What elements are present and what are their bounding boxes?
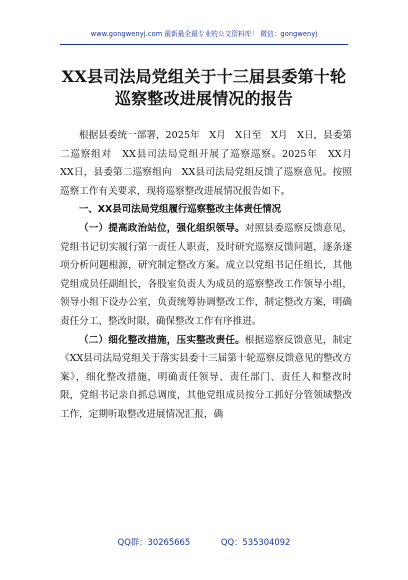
header-divider [60,44,348,45]
page-header: www.gongwenyj.com 最新最全最专业的公文资料库！ 微信：gongwenyj [90,30,318,38]
item-2-paragraph [60,332,352,425]
title-line-2: 巡察整改进展情况的报告 [114,89,294,108]
item-2-heading: （二）细化整改措施，压实整改责任。 [79,334,245,346]
item-1-text: 对照县委巡察反馈意见，党组书记切实履行第一责任人职责，及时研究巡察反馈问题，逐条逐项分析问题根源，研究制定整改方案。成立以党组书记任组长，其他党组成员任副组长，各股室负责人为成员的巡察整改工作领导小组，领导小组下设办公室，负责统筹协调整改工作，制定整改方案，明确责任分工、整改时限，确保整改工作有序推进。 [60,222,353,327]
item-2-text: 根据巡察反馈意见，制定《XX县司法局党组关于落实县委十三届第十轮巡察反馈意见的整改方案》，细化整改措施，明确责任领导、责任部门、责任人和整改时限，党组书记亲自抓总调度，其他党组成员按分工抓好分管领域整改工作，定期听取整改进展情况汇报，确 [60,334,353,420]
page-footer [60,536,348,548]
title-line-1: XX县司法局党组关于十三届县委第十轮 [61,67,347,86]
intro-paragraph: 根据县委统一部署，2025年 X月 X日至 X月 X日，县委第二巡察组对 XX县司法局党组开展了巡察巡察。2025年 XX月 XX日，县委第二巡察组向 XX县司法局党组反馈了巡察意见。按照巡察工作有关要求，现将巡察整改进展情况报告如下。 [60,130,362,197]
document-title [50,66,358,110]
document-body [60,127,362,425]
footer-qq-contact: QQ：535304092 [220,537,291,547]
section-heading-1: 一、XX县司法局党组履行巡察整改主体责任情况 [79,204,281,216]
item-1-heading: （一）提高政治站位，强化组织领导。 [79,222,245,234]
item-1-paragraph [60,220,352,332]
footer-qq-group: QQ群：30265665 [117,537,191,547]
